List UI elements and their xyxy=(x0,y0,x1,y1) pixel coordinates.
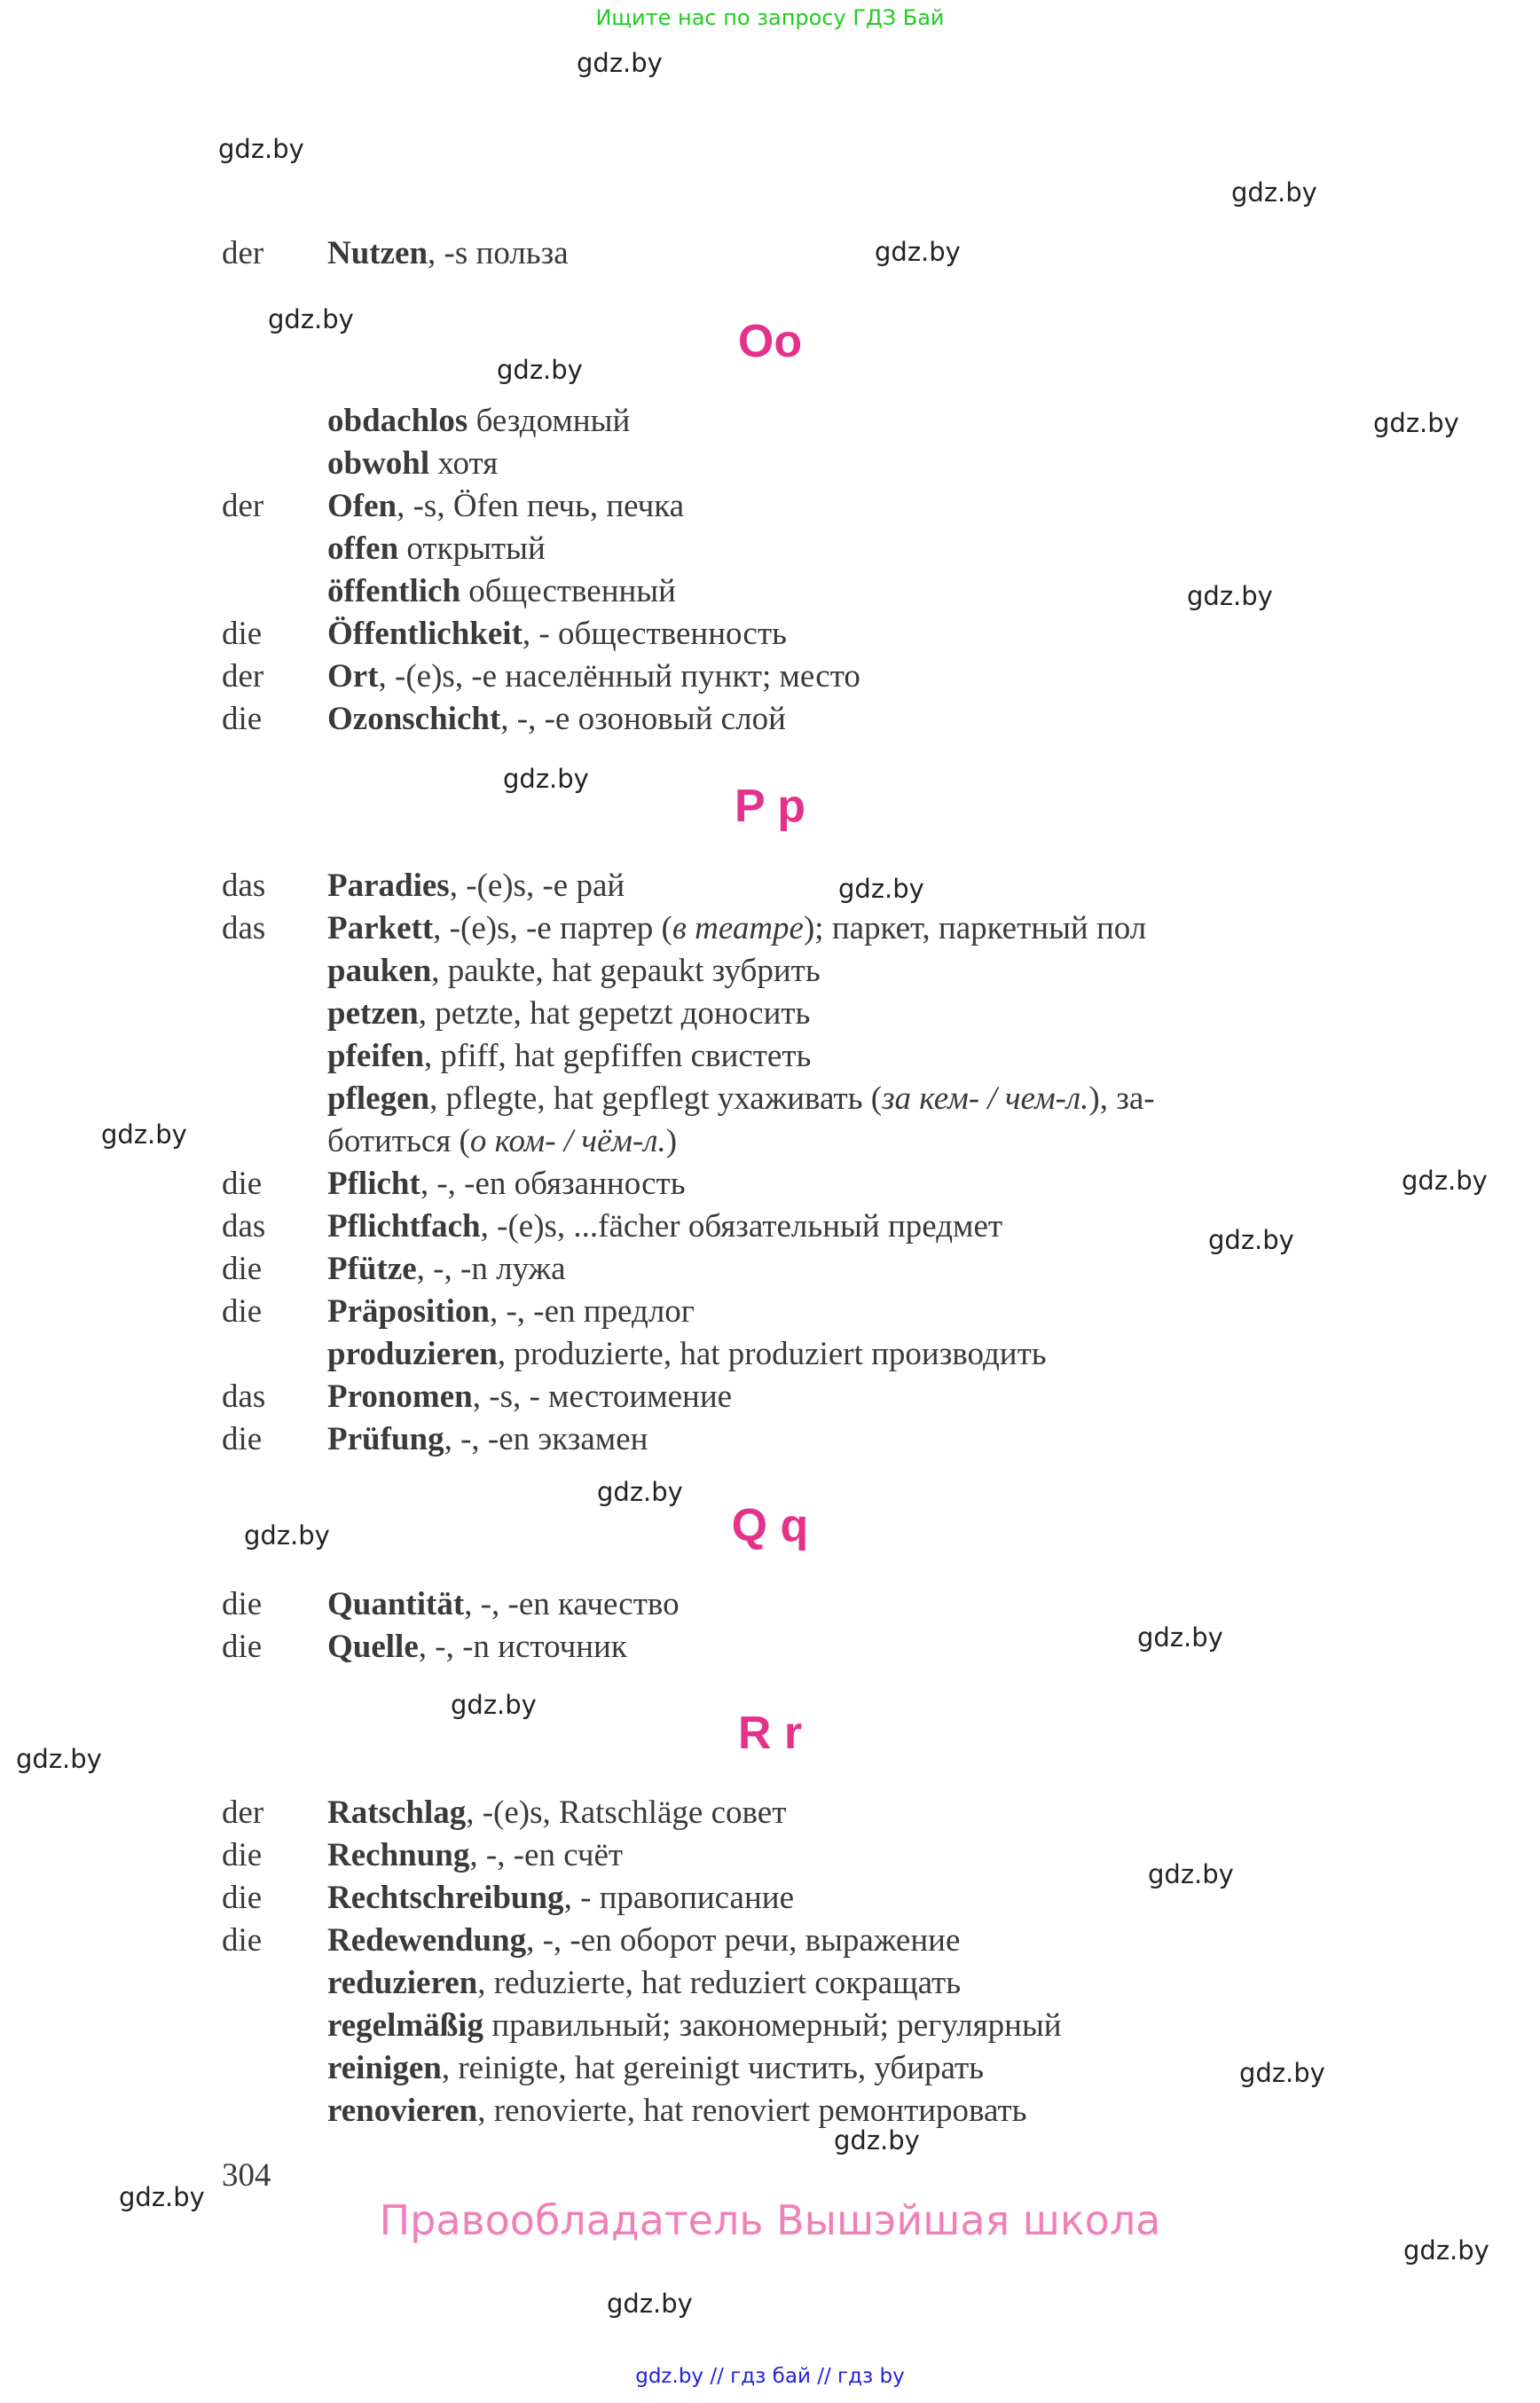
page-number: 304 xyxy=(222,2157,271,2194)
entry-definition: , - общественность xyxy=(522,616,787,652)
entry-definition: , -(e)s, ...fächer обязательный предмет xyxy=(480,1208,1003,1245)
entry-definition: , -, -n лужа xyxy=(416,1251,566,1287)
entry-article: der xyxy=(222,235,264,271)
entry-definition: , produzierte, hat produziert производить xyxy=(497,1336,1047,1372)
section-letter-q: Q q xyxy=(731,1500,809,1551)
watermark: gdz.by xyxy=(1373,408,1459,438)
entry-headword: Ozonschicht xyxy=(327,701,501,737)
entry-article: die xyxy=(222,1293,263,1330)
watermark: gdz.by xyxy=(875,237,961,267)
entry-definition: , -s, - местоимение xyxy=(472,1378,733,1415)
entry-headword: pflegen xyxy=(327,1080,430,1117)
entry-note: о ком- / чём-л. xyxy=(469,1123,666,1159)
entry-article: das xyxy=(222,1378,266,1415)
entry-headword: petzen xyxy=(327,995,419,1032)
entry-headword: Prüfung xyxy=(327,1421,444,1457)
entry-note: за кем- / чем-л. xyxy=(882,1080,1089,1117)
top-banner[interactable]: Ищите нас по запросу ГДЗ Бай xyxy=(595,5,945,30)
entry-article: die xyxy=(222,1421,263,1457)
entry-headword: reduzieren xyxy=(327,1965,478,2001)
entry-headword: reinigen xyxy=(327,2050,442,2086)
watermark: gdz.by xyxy=(607,2289,693,2319)
watermark: gdz.by xyxy=(1187,581,1273,611)
entry-headword: Paradies xyxy=(327,868,450,904)
entry-definition: , -, -en экзамен xyxy=(444,1421,648,1457)
watermark: gdz.by xyxy=(597,1477,683,1507)
entry-article: die xyxy=(222,1837,263,1873)
entry-article: der xyxy=(222,1794,264,1831)
entry-definition-cont: ), за- xyxy=(1088,1080,1155,1117)
entry-headword: Präposition xyxy=(327,1293,490,1330)
entry-definition: хотя xyxy=(429,445,499,482)
watermark: gdz.by xyxy=(1403,2235,1489,2266)
entry-article: der xyxy=(222,488,264,524)
entry-headword: Redewendung xyxy=(327,1922,527,1959)
entry-definition: , reinigte, hat gereinigt чистить, убирать xyxy=(441,2050,985,2086)
watermark: gdz.by xyxy=(1148,1859,1234,1889)
entry-definition: , -, -en предлог xyxy=(489,1293,695,1330)
entry-definition: , renovierte, hat renoviert ремонтировать xyxy=(477,2093,1027,2129)
watermark: gdz.by xyxy=(503,764,589,794)
entry-headword: Nutzen xyxy=(327,235,428,271)
entry-headword: Pfütze xyxy=(327,1251,417,1287)
entry-headword: Pflichtfach xyxy=(327,1208,481,1245)
entry-headword: Pronomen xyxy=(327,1378,473,1415)
entry-definition: , -, -en обязанность xyxy=(420,1166,686,1202)
entry-headword: Öffentlichkeit xyxy=(327,616,522,652)
watermark: gdz.by xyxy=(1402,1166,1488,1196)
watermark: gdz.by xyxy=(838,874,924,904)
entry-headword: Quelle xyxy=(327,1629,419,1665)
watermark: gdz.by xyxy=(497,355,583,385)
entry-headword: Rechtschreibung xyxy=(327,1880,564,1916)
watermark: gdz.by xyxy=(1231,177,1317,208)
watermark: gdz.by xyxy=(451,1690,537,1720)
entry-definition-cont: ); паркет, паркетный пол xyxy=(803,910,1147,946)
entry-article: die xyxy=(222,1166,263,1202)
entry-definition: ботиться ( xyxy=(327,1123,470,1159)
watermark: gdz.by xyxy=(16,1744,102,1774)
entry-article: der xyxy=(222,658,264,695)
entry-headword: offen xyxy=(327,530,399,567)
entry-definition: , -, -en оборот речи, выражение xyxy=(526,1922,961,1959)
entry-definition: , -(e)s, -e партер ( xyxy=(433,910,672,946)
entry-definition: , pfiff, hat gepfiffen свистеть xyxy=(423,1038,812,1074)
entry-article: die xyxy=(222,1629,263,1665)
entry-definition: , -, -e озоновый слой xyxy=(500,701,786,737)
entry-headword: regelmäßig xyxy=(327,2007,484,2044)
entry-headword: obdachlos xyxy=(327,403,468,439)
entry-headword: pauken xyxy=(327,953,432,989)
entry-definition: , pflegte, hat gepflegt ухаживать ( xyxy=(429,1080,883,1117)
entry-headword: obwohl xyxy=(327,445,430,482)
entry-definition: , -(e)s, -e рай xyxy=(449,868,625,904)
watermark: gdz.by xyxy=(101,1119,187,1150)
entry-article: die xyxy=(222,1880,263,1916)
entry-headword: Rechnung xyxy=(327,1837,470,1873)
entry-headword: renovieren xyxy=(327,2093,478,2129)
entry-article: das xyxy=(222,1208,266,1245)
watermark: gdz.by xyxy=(218,134,304,164)
entry-headword: produzieren xyxy=(327,1336,498,1372)
bottom-links[interactable]: gdz.by // гдз бай // гдз by xyxy=(635,2365,905,2388)
entry-definition: , -, -en качество xyxy=(464,1586,680,1622)
entry-headword: Parkett xyxy=(327,910,434,946)
entry-article: die xyxy=(222,1251,263,1287)
entry-article: die xyxy=(222,1586,263,1622)
watermark: gdz.by xyxy=(244,1520,330,1551)
section-letter-p: P p xyxy=(735,781,805,832)
entry-definition: бездомный xyxy=(468,403,631,439)
entry-article: das xyxy=(222,868,266,904)
entry-definition: , -, -n источник xyxy=(418,1629,627,1665)
entry-definition: , reduzierte, hat reduziert сокращать xyxy=(477,1965,962,2001)
watermark: gdz.by xyxy=(1137,1622,1223,1653)
entry-article: das xyxy=(222,910,266,946)
entry-headword: öffentlich xyxy=(327,573,461,609)
entry-headword: pfeifen xyxy=(327,1038,424,1074)
watermark: gdz.by xyxy=(1239,2058,1325,2088)
copyright-notice: Правообладатель Вышэйшая школа xyxy=(379,2196,1161,2244)
section-letter-o: Oo xyxy=(737,316,803,367)
entry-note: в театре xyxy=(672,910,804,946)
entry-definition: , -, -en счёт xyxy=(469,1837,624,1873)
entry-article: die xyxy=(222,701,263,737)
entry-headword: Ort xyxy=(327,658,379,695)
watermark: gdz.by xyxy=(268,304,354,334)
entry-definition: , -s, Öfen печь, печка xyxy=(397,488,685,524)
entry-definition: , petzte, hat gepetzt доносить xyxy=(418,995,811,1032)
entry-headword: Ofen xyxy=(327,488,397,524)
entry-definition: открытый xyxy=(398,530,546,567)
watermark: gdz.by xyxy=(1208,1225,1294,1255)
entry-definition-cont: ) xyxy=(665,1123,678,1159)
entry-definition: , -s польза xyxy=(428,235,569,271)
entry-definition: , paukte, hat gepaukt зубрить xyxy=(431,953,821,989)
entry-definition: общественный xyxy=(460,573,676,609)
watermark: gdz.by xyxy=(119,2182,205,2212)
entry-headword: Ratschlag xyxy=(327,1794,467,1831)
entry-definition: , -(e)s, Ratschläge совет xyxy=(466,1794,787,1831)
entry-definition: , -(e)s, -e населённый пункт; место xyxy=(378,658,860,695)
entry-headword: Pflicht xyxy=(327,1166,420,1202)
watermark: gdz.by xyxy=(577,48,663,78)
entry-article: die xyxy=(222,1922,263,1959)
entry-headword: Quantität xyxy=(327,1586,465,1622)
watermark: gdz.by xyxy=(834,2125,920,2156)
entry-definition: , - правописание xyxy=(563,1880,794,1916)
section-letter-r: R r xyxy=(737,1708,803,1759)
entry-article: die xyxy=(222,616,263,652)
entry-definition: правильный; закономерный; регулярный xyxy=(483,2007,1062,2044)
